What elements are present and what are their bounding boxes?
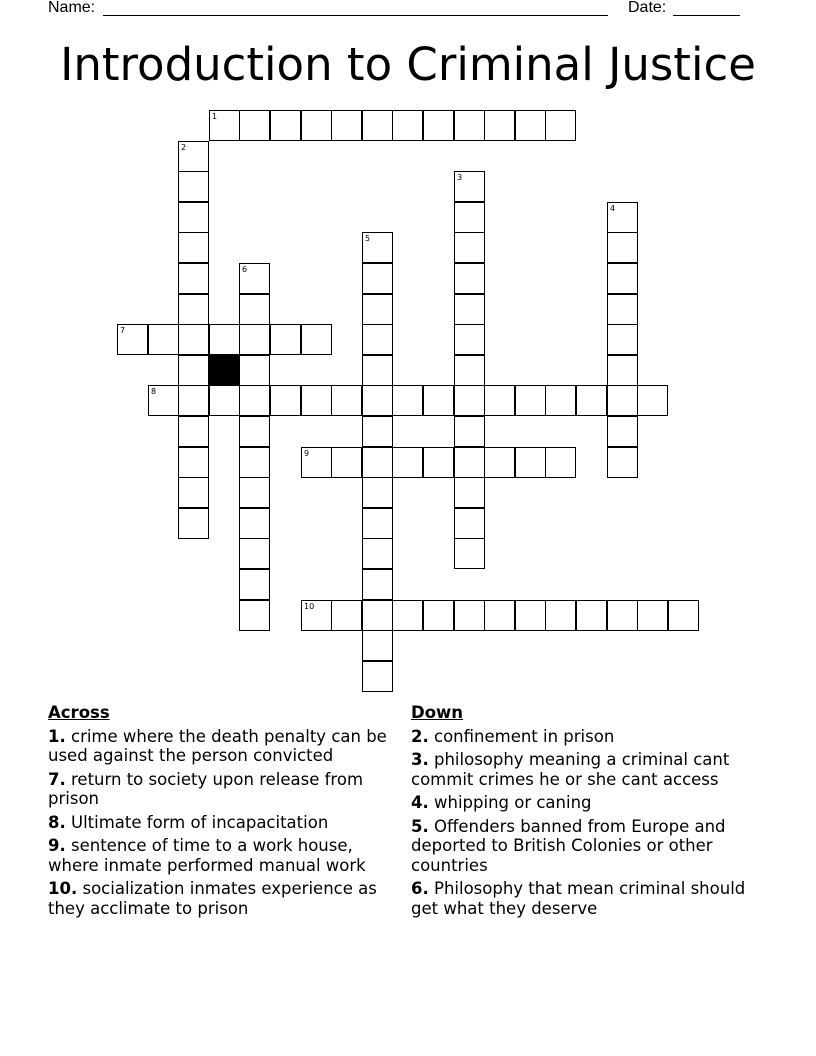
grid-cell[interactable] <box>301 600 332 631</box>
grid-cell[interactable] <box>362 447 393 478</box>
grid-cell[interactable] <box>301 385 332 416</box>
grid-cell[interactable] <box>454 600 485 631</box>
clue-number-label: 8. <box>48 812 66 832</box>
clue-number-label: 10. <box>48 879 78 898</box>
clue-number: 1 <box>212 112 218 121</box>
grid-cell[interactable] <box>484 600 515 631</box>
grid-cell[interactable] <box>515 600 546 631</box>
grid-cell[interactable] <box>423 600 454 631</box>
grid-cell[interactable] <box>239 447 270 478</box>
grid-cell[interactable] <box>637 600 668 631</box>
grid-cell[interactable] <box>607 447 638 478</box>
grid-cell[interactable] <box>209 110 240 141</box>
grid-cell[interactable] <box>178 202 209 233</box>
grid-cell[interactable] <box>423 110 454 141</box>
down-clue <box>411 750 761 789</box>
grid-cell[interactable] <box>362 263 393 294</box>
grid-cell[interactable] <box>331 600 362 631</box>
clue-number: 10 <box>304 602 315 611</box>
clue-text: whipping or caning <box>428 793 592 812</box>
grid-cell[interactable] <box>545 385 576 416</box>
grid-cell[interactable] <box>454 232 485 263</box>
grid-cell[interactable] <box>239 538 270 569</box>
grid-cell[interactable] <box>331 447 362 478</box>
clue-text: Offenders banned from Europe and deported to British Colonies or other countries <box>411 816 726 875</box>
clue-number-label: 4. <box>411 793 429 812</box>
grid-cell[interactable] <box>607 385 638 416</box>
grid-cell[interactable] <box>239 263 270 294</box>
grid-cell[interactable] <box>454 171 485 202</box>
across-clue <box>48 879 396 918</box>
clue-text: return to society upon release from prison <box>48 769 364 808</box>
grid-cell[interactable] <box>484 447 515 478</box>
clue-number: 4 <box>610 204 616 213</box>
grid-cell[interactable] <box>301 447 332 478</box>
grid-cell[interactable] <box>576 385 607 416</box>
grid-cell[interactable] <box>454 202 485 233</box>
grid-cell[interactable] <box>423 385 454 416</box>
clue-text: Philosophy that mean criminal should get what they deserve <box>411 879 746 918</box>
across-clue-list <box>48 727 396 919</box>
grid-cell[interactable] <box>301 324 332 355</box>
down-clue <box>411 727 761 747</box>
grid-cell[interactable] <box>454 447 485 478</box>
clue-text: sentence of time to a work house, where inmate performed manual work <box>48 836 366 875</box>
grid-cell[interactable] <box>607 294 638 325</box>
grid-cell[interactable] <box>484 385 515 416</box>
clue-text: philosophy meaning a criminal cant commit crimes he or she cant access <box>411 750 730 789</box>
grid-cell[interactable] <box>515 110 546 141</box>
grid-cell[interactable] <box>362 661 393 692</box>
page-title: Introduction to Criminal Justice <box>60 38 756 91</box>
grid-cell[interactable] <box>209 324 240 355</box>
grid-cell[interactable] <box>668 600 699 631</box>
grid-cell[interactable] <box>454 538 485 569</box>
grid-cell[interactable] <box>209 385 240 416</box>
grid-cell[interactable] <box>607 416 638 447</box>
grid-cell[interactable] <box>362 324 393 355</box>
grid-cell[interactable] <box>362 600 393 631</box>
clue-number: 2 <box>181 143 187 152</box>
down-heading: Down <box>411 703 464 722</box>
grid-cell[interactable] <box>362 355 393 386</box>
grid-cell[interactable] <box>178 385 209 416</box>
grid-cell[interactable] <box>362 630 393 661</box>
grid-cell[interactable] <box>454 324 485 355</box>
down-clue <box>411 817 761 876</box>
clue-number: 8 <box>151 387 157 396</box>
grid-cell[interactable] <box>637 385 668 416</box>
grid-cell[interactable] <box>423 447 454 478</box>
clue-text: Ultimate form of incapacitation <box>65 812 329 832</box>
name-label: Name: <box>48 0 96 16</box>
grid-cell[interactable] <box>454 385 485 416</box>
clue-text: socialization inmates experience as they acclimate to prison <box>48 879 377 918</box>
grid-cell[interactable] <box>607 324 638 355</box>
grid-cell[interactable] <box>545 110 576 141</box>
date-label: Date: <box>628 0 667 16</box>
across-clue <box>48 727 396 766</box>
grid-cell[interactable] <box>362 477 393 508</box>
grid-cell[interactable] <box>545 447 576 478</box>
clue-number-label: 2. <box>411 726 429 746</box>
grid-cell[interactable] <box>239 508 270 539</box>
clue-number-label: 7. <box>48 769 66 789</box>
grid-cell[interactable] <box>178 141 209 172</box>
grid-cell[interactable] <box>178 508 209 539</box>
grid-cell[interactable] <box>239 110 270 141</box>
grid-cell[interactable] <box>148 385 179 416</box>
grid-cell[interactable] <box>331 110 362 141</box>
grid-cell[interactable] <box>454 477 485 508</box>
down-clues <box>411 703 761 922</box>
grid-cell[interactable] <box>239 385 270 416</box>
grid-cell[interactable] <box>392 385 423 416</box>
clue-number-label: 3. <box>411 750 429 769</box>
clue-number-label: 5. <box>411 816 429 836</box>
grid-cell[interactable] <box>362 538 393 569</box>
clue-number-label: 9. <box>48 836 66 855</box>
grid-cell[interactable] <box>515 447 546 478</box>
grid-cell[interactable] <box>178 324 209 355</box>
grid-cell[interactable] <box>239 569 270 600</box>
across-heading: Across <box>48 703 110 722</box>
grid-cell[interactable] <box>178 416 209 447</box>
grid-cell[interactable] <box>454 416 485 447</box>
grid-cell[interactable] <box>178 294 209 325</box>
grid-cell[interactable] <box>178 263 209 294</box>
clue-number-label: 6. <box>411 879 429 898</box>
grid-cell[interactable] <box>362 232 393 263</box>
grid-cell[interactable] <box>270 324 301 355</box>
clue-text: crime where the death penalty can be used against the person convicted <box>48 726 387 765</box>
clue-number: 9 <box>304 449 310 458</box>
clue-text: confinement in prison <box>428 726 615 746</box>
grid-cell[interactable] <box>148 324 179 355</box>
grid-cell[interactable] <box>178 447 209 478</box>
across-clue <box>48 770 396 809</box>
grid-cell[interactable] <box>178 232 209 263</box>
grid-cell[interactable] <box>239 477 270 508</box>
grid-cell[interactable] <box>362 416 393 447</box>
clue-number: 7 <box>120 326 126 335</box>
grid-cell[interactable] <box>178 355 209 386</box>
grid-cell[interactable] <box>454 508 485 539</box>
grid-cell[interactable] <box>117 324 148 355</box>
grid-cell[interactable] <box>607 355 638 386</box>
grid-cell[interactable] <box>515 385 546 416</box>
grid-cell[interactable] <box>607 202 638 233</box>
grid-cell[interactable] <box>545 600 576 631</box>
grid-cell[interactable] <box>239 324 270 355</box>
grid-cell[interactable] <box>239 355 270 386</box>
grid-cell[interactable] <box>607 263 638 294</box>
grid-cell[interactable] <box>392 110 423 141</box>
grid-cell[interactable] <box>454 110 485 141</box>
grid-cell[interactable] <box>270 385 301 416</box>
grid-cell[interactable] <box>331 385 362 416</box>
grid-cell[interactable] <box>270 110 301 141</box>
across-clue <box>48 813 396 833</box>
grid-cell[interactable] <box>392 447 423 478</box>
grid-cell[interactable] <box>239 416 270 447</box>
grid-cell[interactable] <box>362 569 393 600</box>
clue-number: 5 <box>365 234 371 243</box>
grid-cell[interactable] <box>576 600 607 631</box>
clue-number: 6 <box>242 265 248 274</box>
down-clue <box>411 793 761 813</box>
across-clues <box>48 703 396 922</box>
down-clue <box>411 879 761 918</box>
grid-cell[interactable] <box>362 385 393 416</box>
clue-number-label: 1. <box>48 726 66 746</box>
grid-cell[interactable] <box>362 508 393 539</box>
grid-cell[interactable] <box>301 110 332 141</box>
grid-cell[interactable] <box>178 171 209 202</box>
grid-cell[interactable] <box>239 600 270 631</box>
grid-cell[interactable] <box>454 294 485 325</box>
grid-cell[interactable] <box>239 294 270 325</box>
grid-cell[interactable] <box>454 355 485 386</box>
grid-cell[interactable] <box>362 110 393 141</box>
grid-cell[interactable] <box>607 600 638 631</box>
clue-number: 3 <box>457 173 463 182</box>
grid-cell[interactable] <box>178 477 209 508</box>
down-clue-list <box>411 727 761 919</box>
block-cell <box>209 355 240 386</box>
across-clue <box>48 836 396 875</box>
grid-cell[interactable] <box>607 232 638 263</box>
grid-cell[interactable] <box>484 110 515 141</box>
grid-cell[interactable] <box>454 263 485 294</box>
grid-cell[interactable] <box>362 294 393 325</box>
grid-cell[interactable] <box>392 600 423 631</box>
